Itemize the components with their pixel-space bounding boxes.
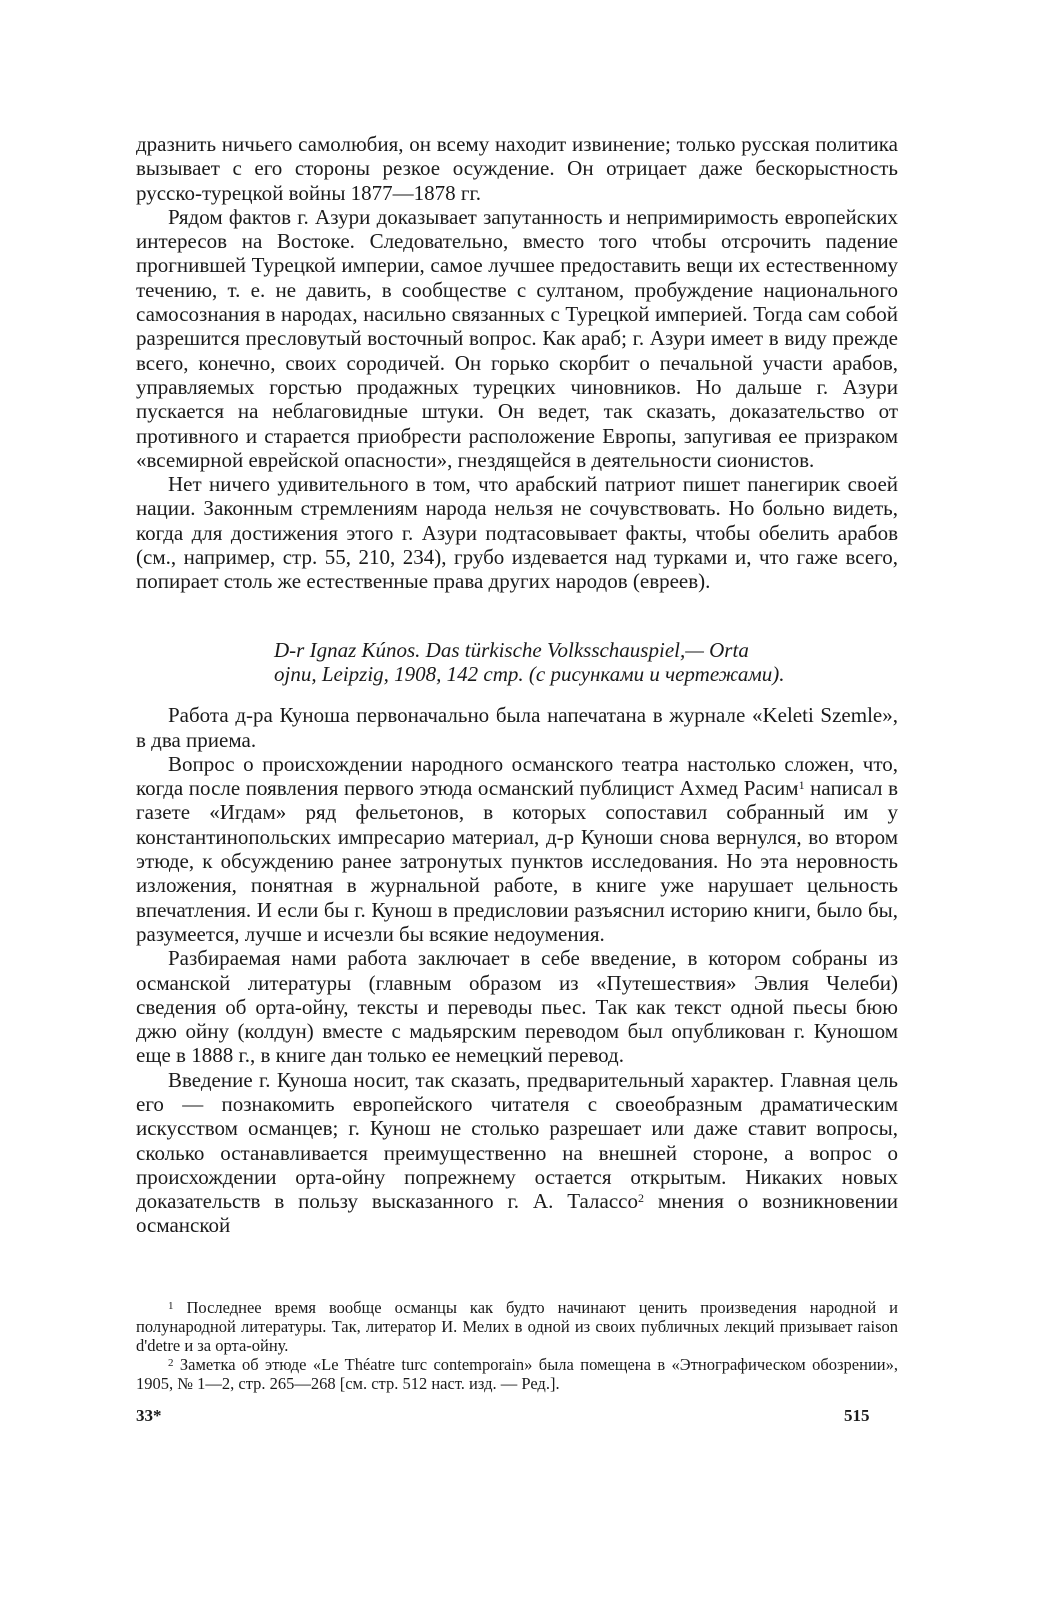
- paragraph-azuri-facts: Рядом фактов г. Азури доказывает запутанность и непримиримость европейских интересов на Востоке. Следовательно, вместо того чтобы отсрочить падение прогнившей Турецкой империи, самое лучшее предоставить вещи их естественному течению, т. е. не давить, в сообществе с султаном, пробуждение национального самосознания в народах, насильно связанных с Турецкой империей. Тогда сам собой разрешится пресловутый восточный вопрос. Как араб; г. Азури имеет в виду прежде всего, конечно, своих сородичей. Он горько скорбит о печальной участи арабов, управляемых горстью продажных турецких чиновников. Но дальше г. Азури пускается на неблаговидные штуки. Он ведет, так сказать, доказательство от противного и старается приобрести расположение Европы, запугивая ее призраком «всемирной еврейской опасности», гнездящейся в деятельности сионистов.: [136, 204, 898, 472]
- footnote-2-text: Заметка об этюде «Le Théatre turc contemporain» была помещена в «Этнографическом обозрении», 1905, № 1—2, стр. 265—268 [см. стр. 512 наст. изд. — Ред.].: [136, 1355, 898, 1393]
- review-paragraph-4-text-b: мнения о возникновении османской: [136, 1189, 899, 1238]
- footnote-1-mark: 1: [168, 1300, 174, 1312]
- printer-signature: 33*: [136, 1406, 162, 1425]
- review-heading-line-1: D-r Ignaz Kúnos. Das türkische Volksschauspiel,— Orta: [274, 637, 749, 662]
- review-paragraph-3: Разбираемая нами работа заключает в себе введение, в котором собраны из османской литературы (главным образом из «Путешествия» Эвлия Челеби) сведения об орта-ойну, тексты и переводы пьес. Так как текст одной пьесы бюю джю ойну (колдун) вместе с мадьярским переводом был опубликован г. Куношом еще в 1888 г., в книге дан только ее немецкий перевод.: [136, 946, 898, 1068]
- review-heading-line-2: ojnu, Leipzig, 1908, 142 стр. (с рисунками и чертежами).: [274, 661, 785, 686]
- paragraph-continued: дразнить ничьего самолюбия, он всему находит извинение; только русская политика вызывает с его стороны резкое осуждение. Он отрицает даже бескорыстность русско-турецкой войны 1877—1878 гг.: [136, 132, 898, 205]
- review-paragraph-2-text-b: написал в газете «Игдам» ряд фельетонов, в которых сопоставил собранный им у константинопольских импресарио материал, д-р Куноши снова вернулся, во втором этюде, к обсуждению ранее затронутых пунктов исследования. Но эта неровность изложения, понятная в журнальной работе, в книге уже нарушает цельность впечатления. И если бы г. Кунош в предисловии разъяснил историю книги, было бы, разумеется, лучше и исчезли бы всякие недоумения.: [136, 776, 898, 946]
- review-paragraph-2-text-a: Вопрос о происхождении народного османского театра настолько сложен, что, когда после появления первого этюда османский публицист Ахмед Расим: [136, 751, 898, 801]
- paragraph-azuri-conclusion: Нет ничего удивительного в том, что арабский патриот пишет панегирик своей нации. Законным стремлениям народа нельзя не сочувствовать. Но больно видеть, когда для достижения этого г. Азури подтасовывает факты, чтобы обелить арабов (см., например, стр. 55, 210, 234), грубо издевается над турками и, что гаже всего, попирает столь же естественные права других народов (евреев).: [136, 472, 898, 594]
- review-paragraph-2: [136, 752, 898, 946]
- main-text: [136, 132, 898, 1238]
- footnote-1: [136, 1298, 898, 1355]
- page-number: 515: [844, 1406, 870, 1425]
- review-paragraph-4: [136, 1068, 898, 1238]
- review-heading: [136, 638, 898, 687]
- footnote-2-mark: 2: [168, 1357, 174, 1369]
- footnote-ref-1: 1: [798, 778, 805, 793]
- footnote-1-text: Последнее время вообще османцы как будто начинают ценить произведения народной и полународной литературы. Так, литератор И. Мелих в одной из своих публичных лекций призывает raison d'detre и за орта-ойну.: [136, 1298, 898, 1355]
- footnotes: [136, 1298, 898, 1393]
- review-paragraph-1: Работа д-ра Куноша первоначально была напечатана в журнале «Keleti Szemle», в два приема.: [136, 703, 898, 752]
- footnote-ref-2: 2: [638, 1191, 645, 1206]
- review-paragraph-4-text-a: Введение г. Куноша носит, так сказать, предварительный характер. Главная цель его — познакомить европейского читателя с своеобразным драматическим искусством османцев; г. Кунош не столько разрешает или даже ставит вопросы, сколько останавливается преимущественно на внешней стороне, а вопрос о происхождении орта-ойну попрежнему остается открытым. Никаких новых доказательств в пользу высказанного г. А. Талассо: [136, 1067, 898, 1214]
- footnote-2: [136, 1355, 898, 1393]
